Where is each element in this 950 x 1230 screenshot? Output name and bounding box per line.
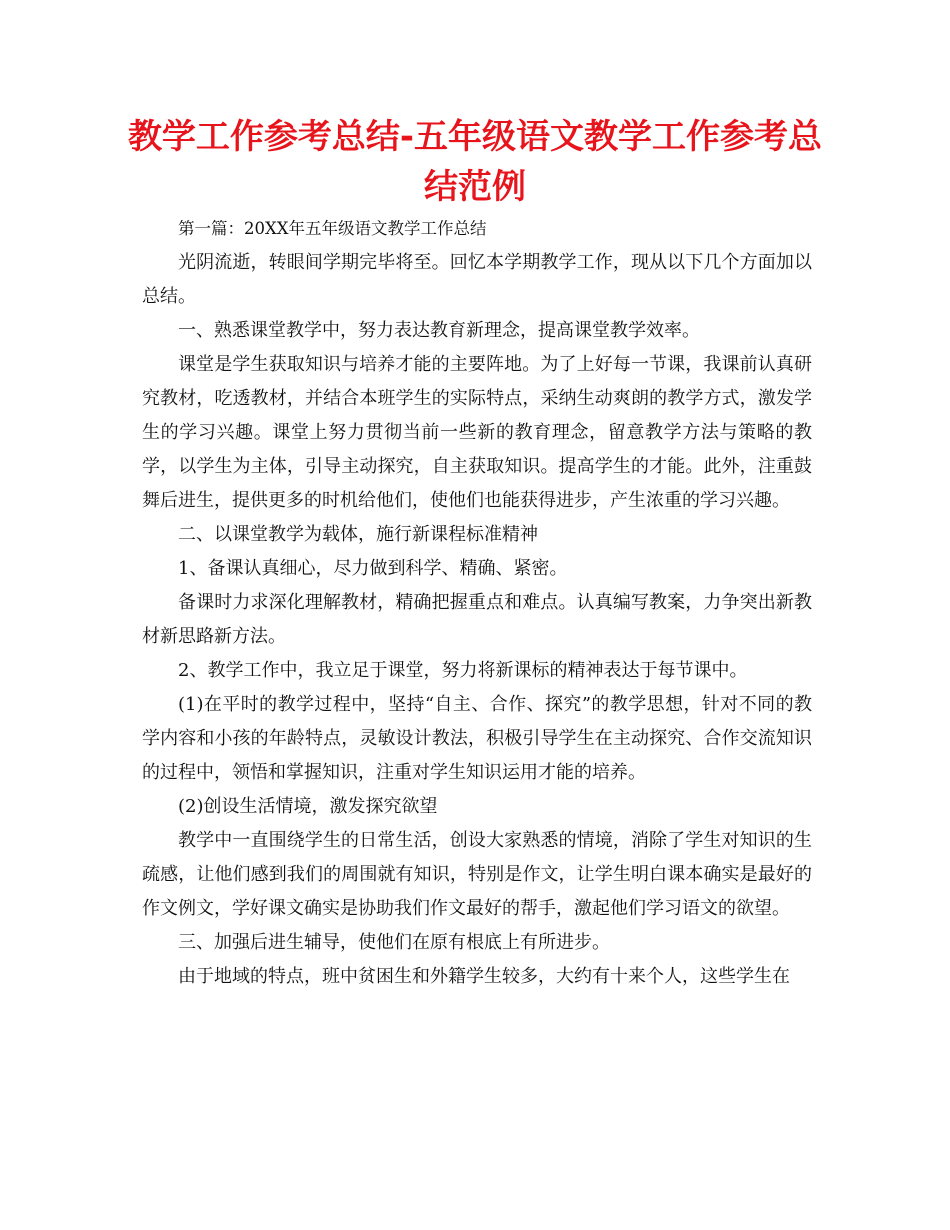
section-heading: 二、以课堂教学为载体，施行新课程标准精神	[178, 524, 538, 545]
document-title: 教学工作参考总结-五年级语文教学工作参考总结范例	[127, 117, 823, 207]
subheading: 2、教学工作中，我立足于课堂，努力将新课标的精神表达于每节课中。	[178, 660, 748, 681]
section-heading: 三、加强后进生辅导，使他们在原有根底上有所进步。	[178, 932, 610, 953]
paragraph: 备课时力求深化理解教材，精确把握重点和难点。认真编写教案，力争突出新教材新思路新方法。	[142, 592, 812, 647]
document-body	[142, 212, 812, 994]
subheading: (2)创设生活情境，激发探究欲望	[178, 796, 438, 817]
paragraph: 光阴流逝，转眼间学期完毕将至。回忆本学期教学工作，现从以下几个方面加以总结。	[142, 252, 812, 307]
section-heading: 第一篇：20XX年五年级语文教学工作总结	[178, 219, 487, 238]
paragraph: (1)在平时的教学过程中，坚持“自主、合作、探究”的教学思想，针对不同的教学内容和小孩的年龄特点，灵敏设计教法，积极引导学生在主动探究、合作交流知识的过程中，领悟和掌握知识，注重对学生知识运用才能的培养。	[142, 694, 812, 783]
paragraph: 课堂是学生获取知识与培养才能的主要阵地。为了上好每一节课，我课前认真研究教材，吃透教材，并结合本班学生的实际特点，采纳生动爽朗的教学方式，激发学生的学习兴趣。课堂上努力贯彻当前一些新的教育理念，留意教学方法与策略的教学，以学生为主体，引导主动探究，自主获取知识。提高学生的才能。此外，注重鼓舞后进生，提供更多的时机给他们，使他们也能获得进步，产生浓重的学习兴趣。	[142, 354, 812, 511]
subheading: 1、备课认真细心，尽力做到科学、精确、紧密。	[178, 558, 568, 579]
section-heading: 一、熟悉课堂教学中，努力表达教育新理念，提高课堂教学效率。	[178, 320, 700, 341]
paragraph: 由于地域的特点，班中贫困生和外籍学生较多，大约有十来个人，这些学生在	[178, 966, 790, 987]
paragraph: 教学中一直围绕学生的日常生活，创设大家熟悉的情境，消除了学生对知识的生疏感，让他们感到我们的周围就有知识，特别是作文，让学生明白课本确实是最好的作文例文，学好课文确实是协助我们作文最好的帮手，激起他们学习语文的欲望。	[142, 830, 812, 919]
